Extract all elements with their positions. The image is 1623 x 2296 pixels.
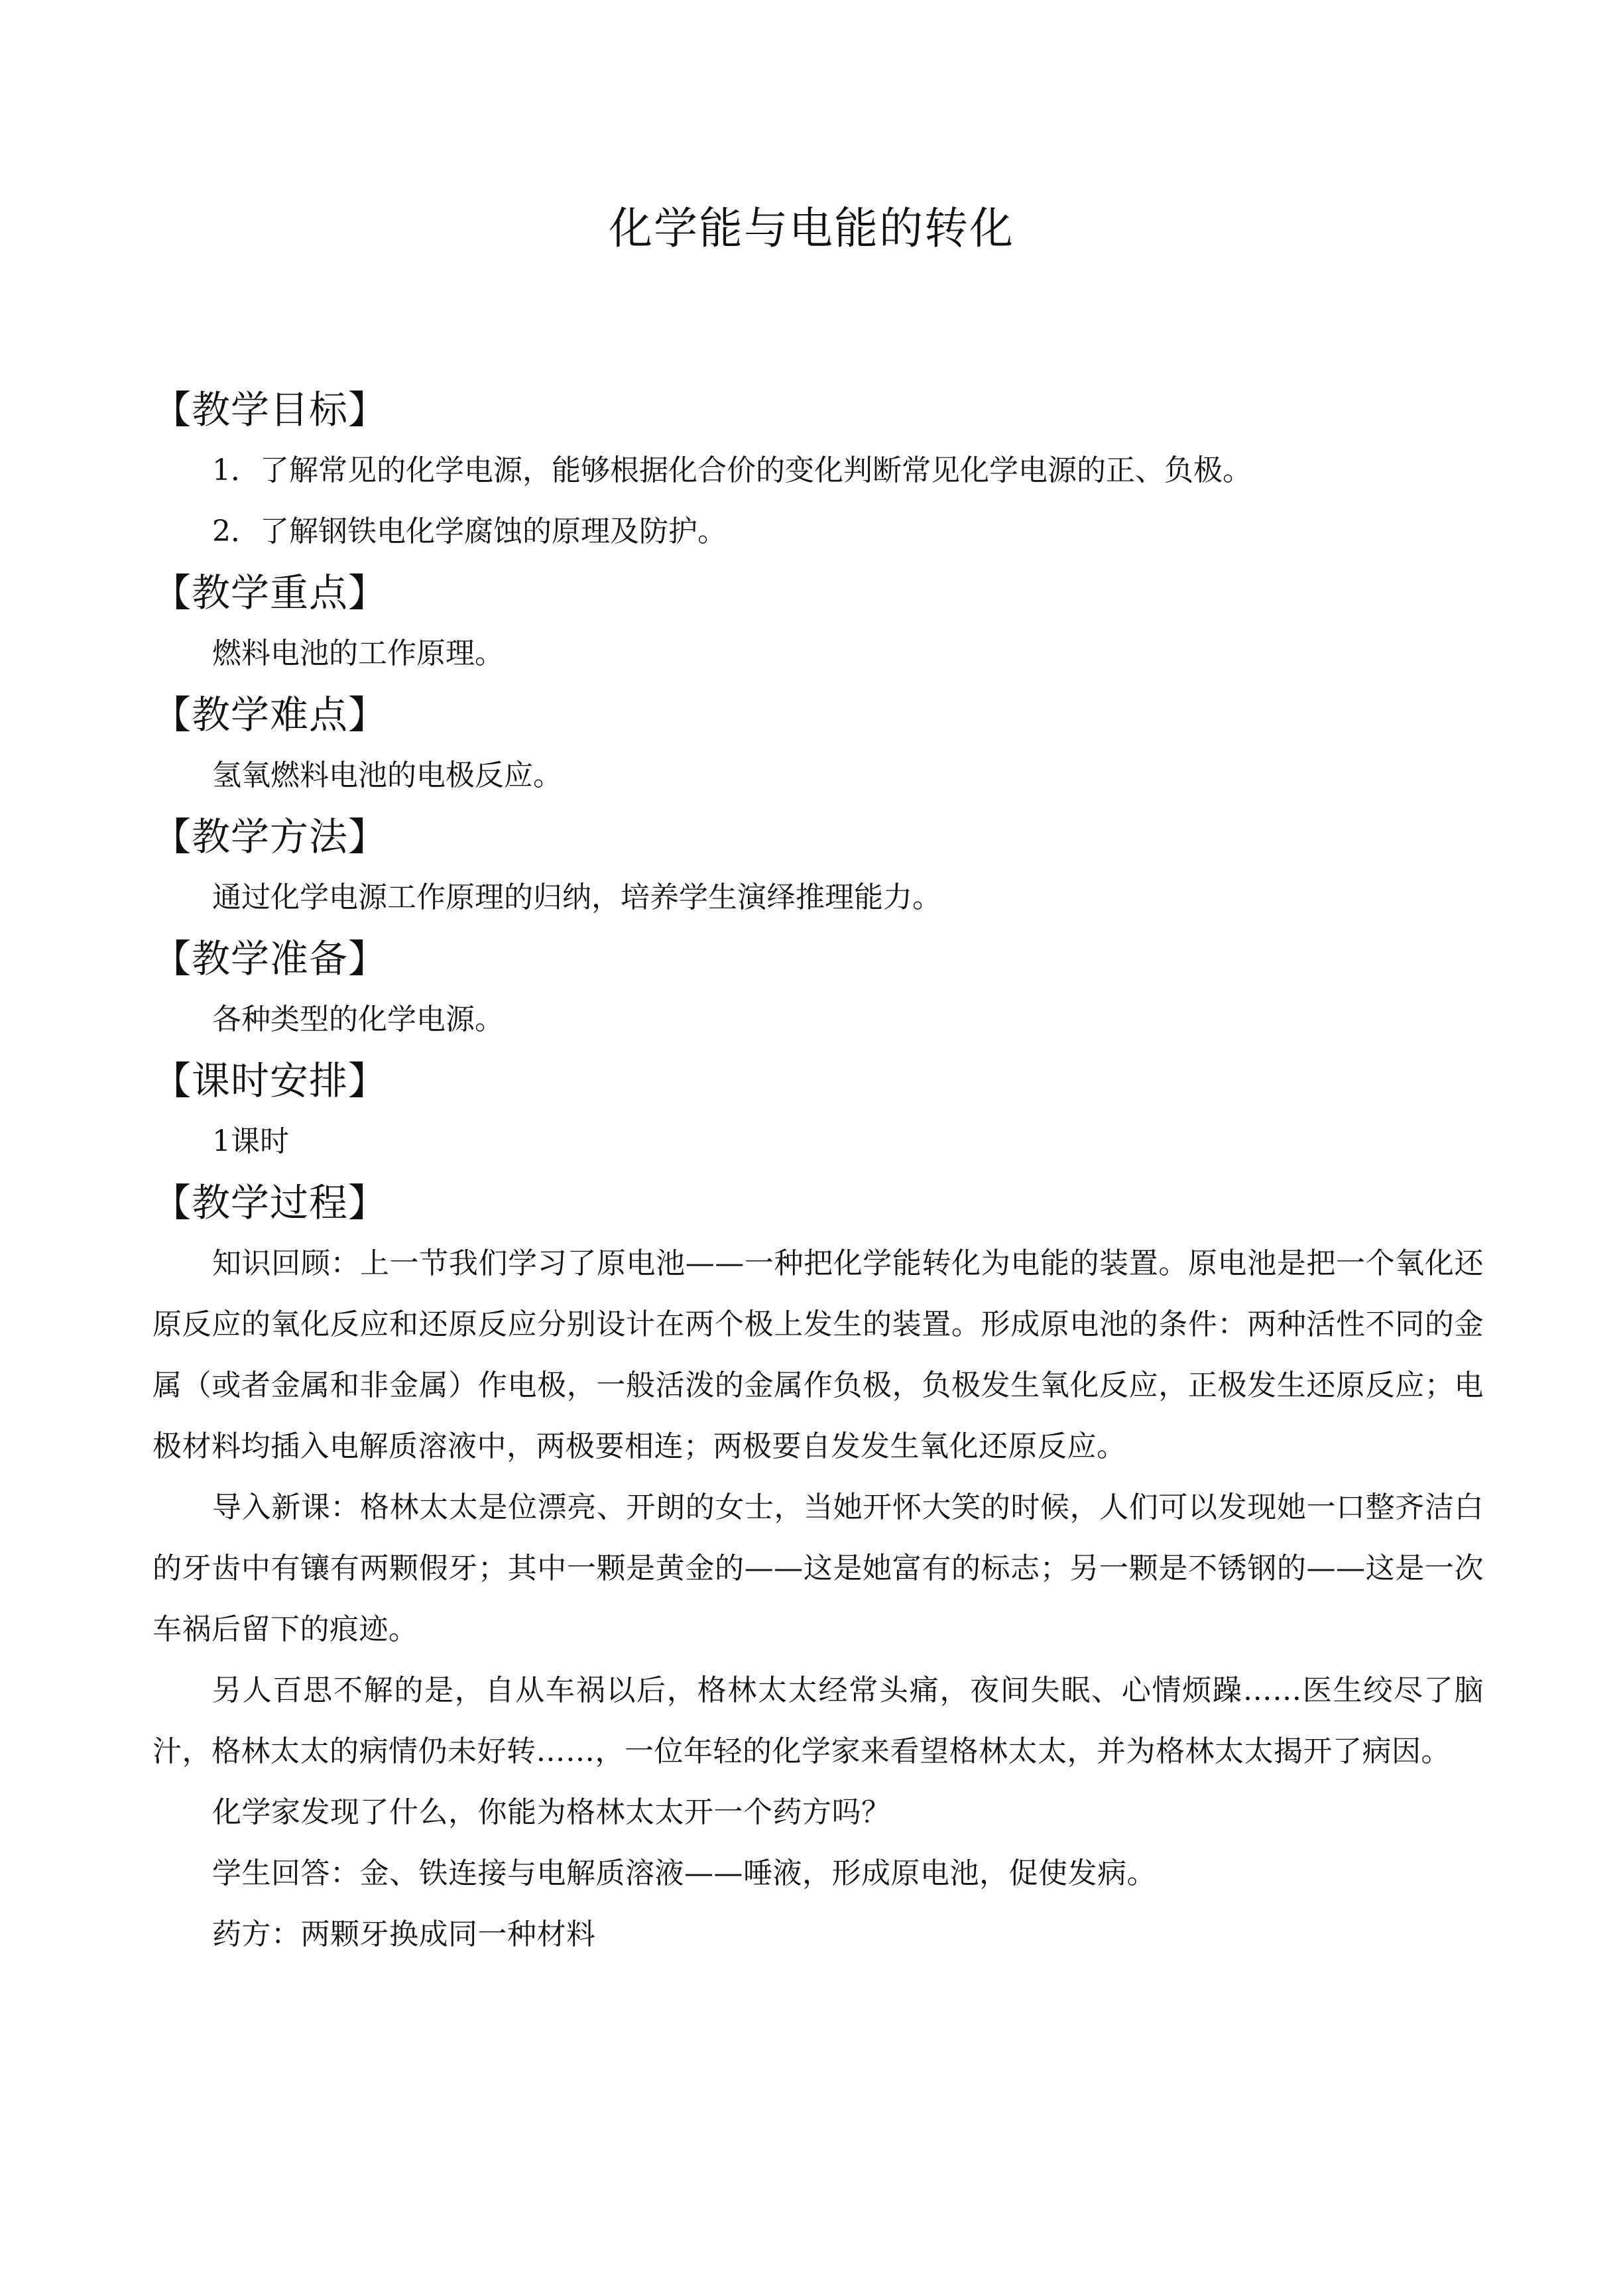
process-paragraph-story: 另人百思不解的是，自从车祸以后，格林太太经常头痛，夜间失眠、心情烦躁……医生绞尽了脑汁，格林太太的病情仍未好转……，一位年轻的化学家来看望格林太太，并为格林太太揭开了病因。: [152, 1673, 1484, 1768]
schedule-text: 1课时: [212, 1124, 289, 1158]
heading-difficulties: 【教学难点】: [152, 692, 388, 737]
document-title: 化学能与电能的转化: [609, 203, 1014, 254]
process-paragraph-review: 知识回顾：上一节我们学习了原电池——一种把化学能转化为电能的装置。原电池是把一个氧化还原反应的氧化反应和还原反应分别设计在两个极上发生的装置。形成原电池的条件：两种活性不同的金属（或者金属和非金属）作电极，一般活泼的金属作负极，负极发生氧化反应，正极发生还原反应；电极材料均插入电解质溶液中，两极要相连；两极要自发发生氧化还原反应。: [152, 1246, 1484, 1463]
objective-item: 2．了解钢铁电化学腐蚀的原理及防护。: [212, 514, 727, 548]
key-points-text: 燃料电池的工作原理。: [212, 636, 504, 670]
process-paragraph-intro: 导入新课：格林太太是位漂亮、开朗的女士，当她开怀大笑的时候，人们可以发现她一口整齐洁白的牙齿中有镶有两颗假牙；其中一颗是黄金的——这是她富有的标志；另一颗是不锈钢的——这是一次车祸后留下的痕迹。: [152, 1490, 1484, 1646]
methods-text: 通过化学电源工作原理的归纳，培养学生演绎推理能力。: [212, 880, 941, 914]
process-paragraph-prescription: 药方：两颗牙换成同一种材料: [212, 1917, 596, 1951]
objective-item: 1．了解常见的化学电源，能够根据化合价的变化判断常见化学电源的正、负极。: [212, 453, 1252, 487]
preparation-text: 各种类型的化学电源。: [212, 1002, 504, 1036]
process-paragraph-answer: 学生回答：金、铁连接与电解质溶液——唾液，形成原电池，促使发病。: [212, 1856, 1156, 1890]
heading-objectives: 【教学目标】: [152, 387, 388, 432]
heading-schedule: 【课时安排】: [152, 1058, 388, 1103]
process-paragraph-question: 化学家发现了什么，你能为格林太太开一个药方吗？: [212, 1795, 891, 1829]
difficulties-text: 氢氧燃料电池的电极反应。: [212, 758, 562, 792]
heading-preparation: 【教学准备】: [152, 936, 388, 981]
document-body: [152, 379, 1484, 1965]
heading-process: 【教学过程】: [152, 1180, 388, 1225]
heading-methods: 【教学方法】: [152, 814, 388, 859]
heading-key-points: 【教学重点】: [152, 570, 388, 615]
